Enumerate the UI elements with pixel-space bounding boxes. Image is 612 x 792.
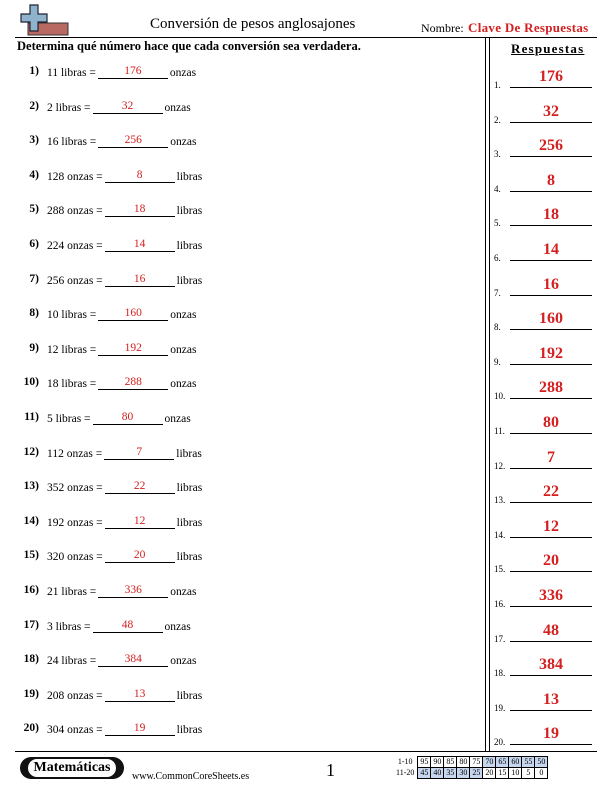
problem-body: [47, 100, 191, 114]
answer-key-line: [510, 398, 592, 399]
answer-key-item: [494, 516, 594, 540]
problem-body: [47, 134, 196, 148]
score-row: [394, 757, 548, 768]
answer-key-number: 20.: [494, 737, 506, 748]
problem-unit: libras: [176, 170, 203, 183]
problem-body: [47, 619, 191, 633]
answer-key-line: [510, 364, 592, 365]
answer-key-number: 5.: [494, 218, 501, 229]
answer-key-line: [510, 329, 592, 330]
answer-blank[interactable]: 14: [105, 238, 175, 252]
problem-unit: libras: [176, 205, 203, 218]
problem-body: [47, 273, 202, 287]
answer-key-line: [510, 156, 592, 157]
problem-number: 19): [23, 687, 39, 700]
answer-key-value: 18: [543, 206, 559, 224]
answer-key-value: 48: [543, 621, 559, 639]
answer-key-item: [494, 101, 594, 125]
problem-given: 208 onzas =: [47, 689, 103, 702]
answer-blank[interactable]: 18: [105, 203, 175, 217]
problem-given: 24 libras =: [47, 655, 97, 668]
problem-body: [47, 549, 202, 563]
answer-key-value: 12: [543, 517, 559, 535]
answer-key-number: 8.: [494, 322, 501, 333]
answer-blank[interactable]: 12: [105, 515, 175, 529]
column-divider: [485, 38, 486, 751]
score-cell: 65: [496, 757, 509, 768]
answer-key-number: 15.: [494, 564, 506, 575]
problem-unit: libras: [176, 482, 203, 495]
answer-key-value: 384: [539, 656, 563, 674]
answer-key-value: 14: [543, 241, 559, 258]
subject-badge: [20, 757, 124, 779]
answer-key-item: [494, 447, 594, 471]
answer-key-value: 13: [543, 690, 559, 708]
score-range-label: 1-10: [397, 757, 413, 766]
problem-given: 224 onzas =: [47, 240, 103, 252]
answer-key-item: [494, 274, 594, 298]
answer-key-line: [510, 675, 592, 676]
problem-given: 304 onzas =: [47, 724, 103, 737]
answer-blank[interactable]: 160: [98, 307, 168, 321]
answer-key-line: [510, 606, 592, 607]
problem-number: 2): [29, 99, 39, 112]
problem-number: 9): [29, 341, 39, 354]
score-cell: 25: [470, 768, 483, 779]
answer-key-item: [494, 343, 594, 367]
problem-unit: onzas: [170, 309, 197, 322]
problem-given: 5 libras =: [47, 413, 91, 425]
problem-unit: libras: [176, 689, 203, 702]
answer-key-number: 9.: [494, 356, 501, 367]
answer-key-line: [510, 295, 592, 296]
answer-key-line: [510, 537, 592, 538]
problem-number: 7): [29, 272, 39, 285]
answer-blank[interactable]: 13: [105, 688, 175, 702]
score-row: [394, 768, 548, 779]
problem-body: [47, 307, 196, 321]
problem-unit: onzas: [164, 101, 191, 114]
subject-label: Matemáticas: [28, 759, 117, 777]
answer-key-line: [510, 502, 592, 503]
problem-body: [47, 169, 202, 183]
answer-key-number: 19.: [494, 702, 506, 713]
problem-number: 8): [29, 307, 39, 320]
problem-number: 3): [29, 134, 39, 147]
problem-unit: onzas: [170, 586, 197, 598]
header-rule: [15, 37, 597, 38]
answer-key-value: 7: [547, 448, 555, 466]
answer-key-value: 22: [543, 483, 559, 501]
score-cell: 15: [496, 768, 509, 779]
footer-rule: [15, 751, 597, 752]
answer-key-item: [494, 550, 594, 574]
answer-key-line: [510, 225, 592, 226]
answer-key-item: [494, 723, 594, 747]
answer-key-value: 160: [539, 310, 563, 328]
answer-blank[interactable]: 16: [105, 273, 175, 287]
answer-blank[interactable]: 80: [93, 411, 163, 425]
answer-key-number: 6.: [494, 253, 501, 263]
answers-header: Respuestas: [511, 41, 585, 56]
answer-key-line: [510, 87, 592, 88]
answer-key-item: [494, 308, 594, 332]
answer-key-number: 13.: [494, 495, 506, 506]
score-cell: 90: [431, 757, 444, 768]
problem-unit: libras: [176, 724, 203, 737]
answer-blank[interactable]: 288: [98, 376, 168, 390]
answer-key-line: [510, 468, 592, 469]
answer-key-item: [494, 620, 594, 644]
answer-key-item: [494, 412, 594, 436]
score-cell: 45: [418, 768, 431, 779]
problem-unit: onzas: [170, 136, 197, 149]
worksheet-title: Conversión de pesos anglosajones: [150, 16, 356, 32]
problem-body: [47, 342, 196, 356]
score-cell: 20: [483, 768, 496, 779]
problem-body: [47, 65, 196, 79]
problem-body: [47, 411, 191, 425]
answer-blank[interactable]: 32: [93, 100, 163, 114]
problem-body: [47, 446, 202, 460]
score-cell: 10: [509, 768, 522, 779]
answer-key-value: 16: [543, 275, 559, 293]
answer-key-item: [494, 135, 594, 159]
name-label: Nombre:: [421, 21, 464, 35]
answer-blank[interactable]: 176: [98, 65, 168, 79]
score-cell: 60: [509, 757, 522, 768]
score-cell: 75: [470, 757, 483, 768]
answer-blank[interactable]: 256: [98, 134, 168, 148]
problem-body: [47, 203, 202, 217]
score-cell: 40: [431, 768, 444, 779]
problem-body: [47, 688, 202, 702]
problem-given: 2 libras =: [47, 101, 91, 114]
problem-given: 320 onzas =: [47, 551, 103, 564]
score-cell: 85: [444, 757, 457, 768]
problem-number: 16): [23, 584, 39, 596]
answer-blank[interactable]: 20: [105, 549, 175, 563]
problem-number: 13): [23, 480, 39, 493]
problem-number: 11): [24, 411, 39, 423]
score-cell: 30: [457, 768, 470, 779]
answer-key-line: [510, 641, 592, 642]
problem-number: 6): [29, 238, 39, 250]
problem-unit: onzas: [169, 67, 197, 79]
answer-key-number: 4.: [494, 183, 501, 194]
problem-body: [47, 722, 202, 736]
problem-given: 112 onzas =: [47, 447, 103, 460]
column-divider: [489, 38, 490, 751]
problem-body: [47, 584, 196, 598]
problem-unit: onzas: [170, 378, 197, 391]
answer-key-number: 18.: [494, 668, 506, 679]
problem-given: 192 onzas =: [47, 516, 103, 529]
problem-given: 18 libras =: [47, 378, 97, 391]
score-cell: 55: [522, 757, 535, 768]
problem-number: 15): [23, 549, 39, 562]
answer-key-line: [510, 710, 592, 711]
answer-key-number: 1.: [494, 80, 501, 90]
problem-given: 11 libras =: [47, 67, 96, 79]
answer-blank[interactable]: 336: [98, 584, 168, 598]
problem-number: 18): [23, 653, 39, 666]
answer-key-item: [494, 689, 594, 713]
problem-body: [47, 515, 202, 529]
answer-key-item: [494, 239, 594, 263]
instructions: Determina qué número hace que cada conversión sea verdadera.: [17, 39, 361, 53]
score-cell: 95: [418, 757, 431, 768]
answer-blank[interactable]: 48: [93, 619, 163, 633]
score-cell: 70: [483, 757, 496, 768]
problem-unit: onzas: [170, 655, 197, 668]
problem-body: [47, 653, 196, 667]
page-number: 1: [326, 760, 335, 780]
answer-key-number: 14.: [494, 529, 506, 540]
problem-unit: onzas: [164, 620, 191, 633]
answer-key-line: [510, 744, 592, 745]
problem-given: 128 onzas =: [47, 170, 103, 183]
answer-key-line: [510, 571, 592, 572]
answer-key-number: 3.: [494, 149, 501, 160]
answer-key-item: [494, 204, 594, 228]
problem-number: 12): [23, 445, 39, 458]
answer-key-line: [510, 191, 592, 192]
answer-key-number: 2.: [494, 114, 501, 125]
problem-unit: onzas: [170, 343, 197, 356]
score-cell: 35: [444, 768, 457, 779]
answer-blank[interactable]: 192: [98, 342, 168, 356]
score-cell: 50: [535, 757, 548, 768]
score-cell: 5: [522, 768, 535, 779]
answer-blank[interactable]: 384: [98, 653, 168, 667]
answer-key-line: [510, 122, 592, 123]
problem-number: 10): [23, 376, 39, 389]
problem-number: 14): [23, 514, 39, 527]
answer-key-number: 11.: [494, 426, 505, 436]
answer-key-line: [510, 260, 592, 261]
problem-given: 3 libras =: [47, 620, 91, 633]
answer-key-value: 192: [539, 344, 563, 362]
answer-key-item: [494, 170, 594, 194]
problem-unit: libras: [176, 447, 202, 460]
answer-key-value: 288: [539, 379, 563, 397]
problem-body: [47, 238, 202, 252]
problem-given: 256 onzas =: [47, 274, 103, 287]
plus-logo-icon: [18, 3, 70, 37]
answer-key-value: 256: [539, 137, 563, 155]
answer-key-item: [494, 66, 594, 90]
problem-unit: libras: [176, 240, 203, 252]
problem-body: [47, 480, 202, 494]
problem-number: 5): [29, 203, 39, 216]
problem-unit: libras: [176, 274, 203, 287]
problem-given: 352 onzas =: [47, 482, 103, 495]
problem-unit: libras: [176, 516, 203, 529]
answer-key-value: 32: [543, 102, 559, 120]
answer-key-value: 20: [543, 552, 559, 570]
problem-given: 10 libras =: [47, 309, 97, 322]
problem-number: 17): [23, 618, 39, 631]
score-cell: 0: [535, 768, 548, 779]
answer-key-item: [494, 585, 594, 609]
site-url: www.CommonCoreSheets.es: [132, 771, 250, 782]
score-range-label: 11-20: [396, 768, 415, 777]
name-value: Clave De Respuestas: [468, 20, 589, 35]
answer-key-number: 17.: [494, 633, 506, 644]
problem-number: 20): [23, 722, 39, 735]
answer-blank[interactable]: 8: [105, 169, 175, 183]
answer-key-value: 8: [547, 171, 555, 189]
answer-key-number: 7.: [494, 287, 501, 298]
answer-key-value: 336: [539, 587, 563, 604]
answer-key-number: 12.: [494, 460, 506, 471]
problem-number: 1): [29, 65, 39, 77]
answer-key-value: 19: [543, 725, 559, 743]
answer-key-value: 176: [539, 68, 563, 85]
answer-key-item: [494, 654, 594, 678]
score-table: [394, 756, 548, 779]
answer-key-line: [510, 433, 592, 434]
problem-given: 21 libras =: [47, 586, 97, 598]
problem-unit: libras: [176, 551, 203, 564]
answer-blank[interactable]: 19: [105, 722, 175, 736]
answer-blank[interactable]: 22: [105, 480, 175, 494]
problem-unit: onzas: [164, 413, 191, 425]
answer-key-item: [494, 377, 594, 401]
answer-key-number: 10.: [494, 391, 506, 402]
score-cell: 80: [457, 757, 470, 768]
answer-blank[interactable]: 7: [104, 446, 174, 460]
problem-given: 12 libras =: [47, 343, 97, 356]
problem-number: 4): [29, 168, 39, 181]
answer-key-number: 16.: [494, 599, 506, 609]
problem-given: 288 onzas =: [47, 205, 103, 218]
problem-given: 16 libras =: [47, 136, 97, 149]
problem-body: [47, 376, 196, 390]
answer-key-item: [494, 481, 594, 505]
answer-key-value: 80: [543, 414, 559, 431]
